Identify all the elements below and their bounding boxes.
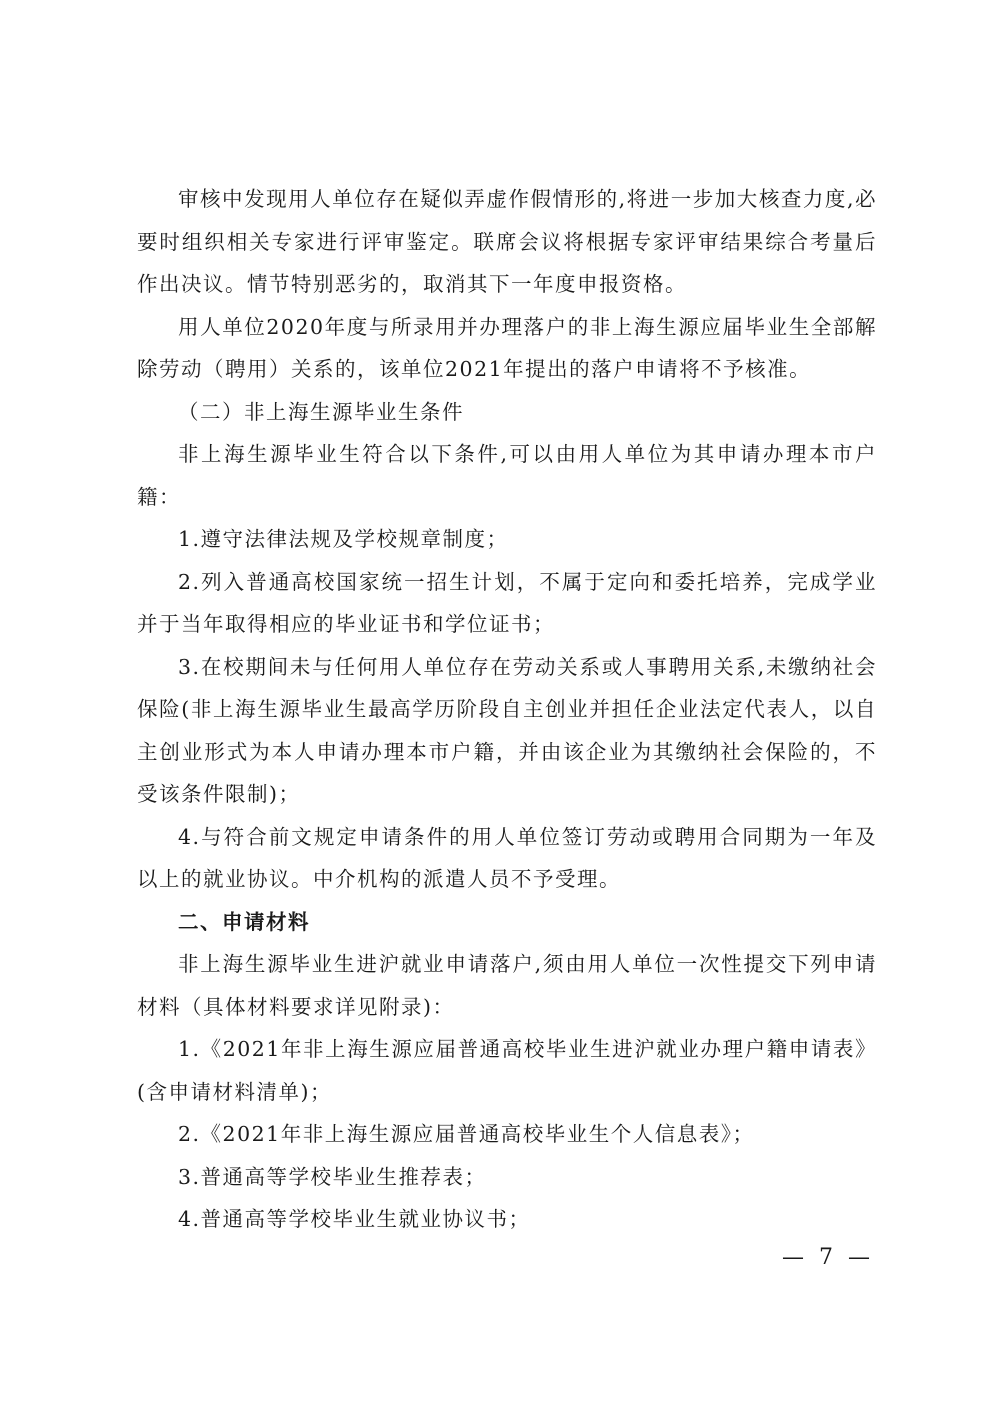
section-heading-application-materials: 二、申请材料: [178, 909, 310, 934]
condition-item-4: 4.与符合前文规定申请条件的用人单位签订劳动或聘用合同期为一年及以上的就业协议。中介机构的派遣人员不予受理。: [137, 824, 877, 891]
material-item-4: 4.普通高等学校毕业生就业协议书；: [178, 1207, 531, 1231]
condition-item-3: 3.在校期间未与任何用人单位存在劳动关系或人事聘用关系,未缴纳社会保险(非上海生源毕业生最高学历阶段自主创业并担任企业法定代表人，以自主创业形式为本人申请办理本市户籍，并由该企业为其缴纳社会保险的，不受该条件限制)；: [137, 654, 877, 806]
paragraph-labor-termination: 用人单位2020年度与所录用并办理落户的非上海生源应届毕业生全部解除劳动（聘用）关系的，该单位2021年提出的落户申请将不予核准。: [137, 314, 877, 381]
paragraph-materials-intro: 非上海生源毕业生进沪就业申请落户,须由用人单位一次性提交下列申请材料（具体材料要求详见附录)：: [137, 952, 877, 1019]
material-item-1: 1.《2021年非上海生源应届普通高校毕业生进沪就业办理户籍申请表》(含申请材料清单)；: [137, 1037, 877, 1104]
page-number: — 7 —: [782, 1245, 874, 1270]
condition-item-2: 2.列入普通高校国家统一招生计划，不属于定向和委托培养，完成学业并于当年取得相应的毕业证书和学位证书；: [137, 569, 877, 636]
material-item-3: 3.普通高等学校毕业生推荐表；: [178, 1164, 487, 1189]
condition-item-1: 1.遵守法律法规及学校规章制度；: [178, 527, 509, 551]
document-body: [137, 178, 877, 1241]
paragraph-review-fraud: 审核中发现用人单位存在疑似弄虚作假情形的,将进一步加大核查力度,必要时组织相关专家进行评审鉴定。联席会议将根据专家评审结果综合考量后作出决议。情节特别恶劣的，取消其下一年度申报资格。: [137, 187, 877, 296]
subsection-heading-graduate-conditions: （二）非上海生源毕业生条件: [178, 399, 464, 424]
paragraph-conditions-intro: 非上海生源毕业生符合以下条件,可以由用人单位为其申请办理本市户籍：: [137, 442, 877, 509]
material-item-2: 2.《2021年非上海生源应届普通高校毕业生个人信息表》；: [178, 1122, 755, 1146]
